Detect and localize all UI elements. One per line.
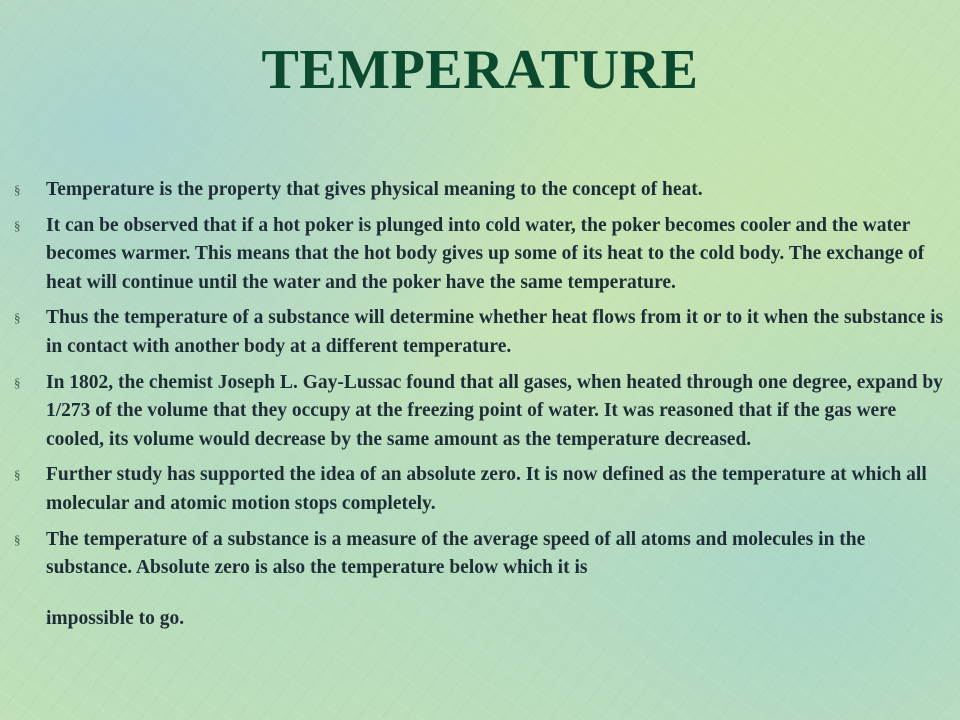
bullet-text: The temperature of a substance is a measure of the average speed of all atoms and molecules in the substance. Absolute zero is also the temperature below which it is — [46, 528, 866, 579]
bullet-item — [14, 369, 954, 455]
bullet-text-wrapper — [46, 526, 954, 634]
section-sign-icon: § — [14, 374, 21, 390]
section-sign-icon: § — [14, 217, 21, 233]
section-sign-icon: § — [14, 182, 21, 197]
bullet-text-tail: impossible to go. — [46, 607, 185, 629]
section-sign-icon: § — [14, 467, 21, 483]
slide-title: TEMPERATURE — [261, 39, 699, 101]
bullet-item — [14, 461, 954, 518]
bullet-text: Temperature is the property that gives physical meaning to the concept of heat. — [46, 179, 703, 200]
bullet-item — [14, 212, 954, 298]
bullet-item — [14, 176, 954, 205]
bullet-item — [14, 526, 954, 634]
bullet-text: It can be observed that if a hot poker is plunged into cold water, the poker becomes cooler and the water becomes warmer. This means that the hot body gives up some of its heat to the cold body. The exchange of heat will continue until the water and the poker have the same temperature. — [46, 214, 925, 293]
bullet-list — [14, 176, 954, 640]
bullet-item — [14, 304, 954, 361]
bullet-text: Further study has supported the idea of an absolute zero. It is now defined as the temperature at which all molecular and atomic motion stops completely. — [46, 464, 927, 514]
bullet-text: Thus the temperature of a substance will determine whether heat flows from it or to it when the substance is in contact with another body at a different temperature. — [46, 307, 944, 357]
section-sign-icon: § — [14, 310, 21, 326]
section-sign-icon: § — [14, 531, 21, 547]
bullet-text: In 1802, the chemist Joseph L. Gay-Lussac found that all gases, when heated through one degree, expand by 1/273 of the volume that they occupy at the freezing point of water. It was reasoned that if the gas were cooled, its volume would decrease by the same amount as the temperature decreased. — [46, 371, 943, 450]
